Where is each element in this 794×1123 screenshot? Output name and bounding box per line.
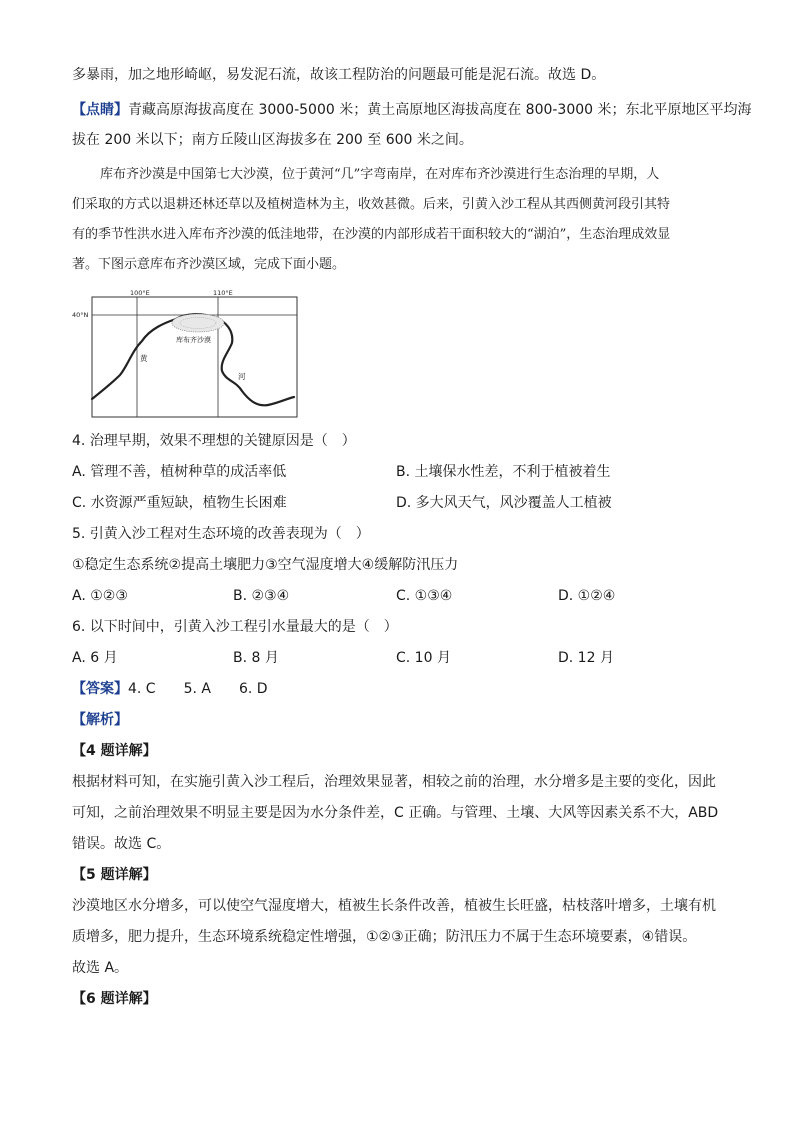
question-4-stem: 4. 治理早期，效果不理想的关键原因是（ ） xyxy=(72,433,356,449)
river-label-huang: 黄 xyxy=(140,354,148,363)
question-6-stem: 6. 以下时间中，引黄入沙工程引水量最大的是（ ） xyxy=(72,619,398,635)
answer-text: 4. C 5. A 6. D xyxy=(128,681,268,697)
material-line: 有的季节性洪水进入库布齐沙漠的低洼地带，在沙漠的内部形成若干面积较大的“湖泊”，生态治理成效显 xyxy=(72,227,671,242)
detail-4-line: 根据材料可知，在实施引黄入沙工程后，治理效果显著，相较之前的治理，水分增多是主要的变化，因此 xyxy=(72,774,716,790)
material-line: 们采取的方式以退耕还林还草以及植树造林为主，收效甚微。后来，引黄入沙工程从其西侧黄河段引其特 xyxy=(72,197,671,212)
tip-line xyxy=(72,101,752,119)
q5-option-b[interactable]: B. ②③④ xyxy=(233,588,290,604)
q5-option-d[interactable]: D. ①②④ xyxy=(558,588,616,604)
detail-4-tag: 【4 题详解】 xyxy=(72,743,157,759)
lon-label-110: 110°E xyxy=(213,289,233,297)
text-line: 多暴雨，加之地形崎岖，易发泥石流，故该工程防治的问题最可能是泥石流。故选 D。 xyxy=(72,67,606,83)
q6-option-d[interactable]: D. 12 月 xyxy=(558,650,614,666)
tip-tag: 【点睛】 xyxy=(72,102,128,118)
detail-6-tag: 【6 题详解】 xyxy=(72,991,157,1007)
tip-text: 青藏高原海拔高度在 3000-5000 米；黄土高原地区海拔高度在 800-3000 米；东北平原地区平均海 xyxy=(128,102,752,118)
lat-label-40: 40°N xyxy=(72,311,89,319)
q6-option-b[interactable]: B. 8 月 xyxy=(233,650,279,666)
question-5-items: ①稳定生态系统②提高土壤肥力③空气湿度增大④缓解防汛压力 xyxy=(72,557,459,573)
detail-5-tag: 【5 题详解】 xyxy=(72,867,157,883)
detail-5-line: 故选 A。 xyxy=(72,960,129,976)
q5-option-c[interactable]: C. ①③④ xyxy=(396,588,453,604)
answer-line xyxy=(72,680,268,698)
material-line: 著。下图示意库布齐沙漠区域，完成下面小题。 xyxy=(72,257,346,272)
detail-5-line: 质增多，肥力提升，生态环境系统稳定性增强，①②③正确；防汛压力不属于生态环境要素，④错误。 xyxy=(72,929,697,945)
desert-map xyxy=(72,287,302,420)
q4-option-b[interactable]: B. 土壤保水性差，不利于植被着生 xyxy=(396,464,611,480)
text-line: 拔在 200 米以下；南方丘陵山区海拔多在 200 至 600 米之间。 xyxy=(72,132,473,148)
material-line: 库布齐沙漠是中国第七大沙漠，位于黄河“几”字弯南岸，在对库布齐沙漠进行生态治理的早期，人 xyxy=(100,167,660,182)
detail-4-line: 可知，之前治理效果不明显主要是因为水分条件差，C 正确。与管理、土壤、大风等因素关系不大，ABD xyxy=(72,805,719,821)
analysis-tag: 【解析】 xyxy=(72,712,128,728)
answer-tag: 【答案】 xyxy=(72,681,128,697)
q4-option-d[interactable]: D. 多大风天气，风沙覆盖人工植被 xyxy=(396,495,612,511)
detail-5-line: 沙漠地区水分增多，可以使空气湿度增大，植被生长条件改善，植被生长旺盛，枯枝落叶增多，土壤有机 xyxy=(72,898,716,914)
question-5-stem: 5. 引黄入沙工程对生态环境的改善表现为（ ） xyxy=(72,526,370,542)
q6-option-a[interactable]: A. 6 月 xyxy=(72,650,118,666)
desert-label: 库布齐沙漠 xyxy=(176,336,211,344)
detail-4-line: 错误。故选 C。 xyxy=(72,836,171,852)
q4-option-c[interactable]: C. 水资源严重短缺，植物生长困难 xyxy=(72,495,287,511)
lon-label-100: 100°E xyxy=(130,289,150,297)
river-label-he: 河 xyxy=(238,372,246,381)
q6-option-c[interactable]: C. 10 月 xyxy=(396,650,451,666)
q4-option-a[interactable]: A. 管理不善，植树种草的成活率低 xyxy=(72,464,287,480)
q5-option-a[interactable]: A. ①②③ xyxy=(72,588,128,604)
